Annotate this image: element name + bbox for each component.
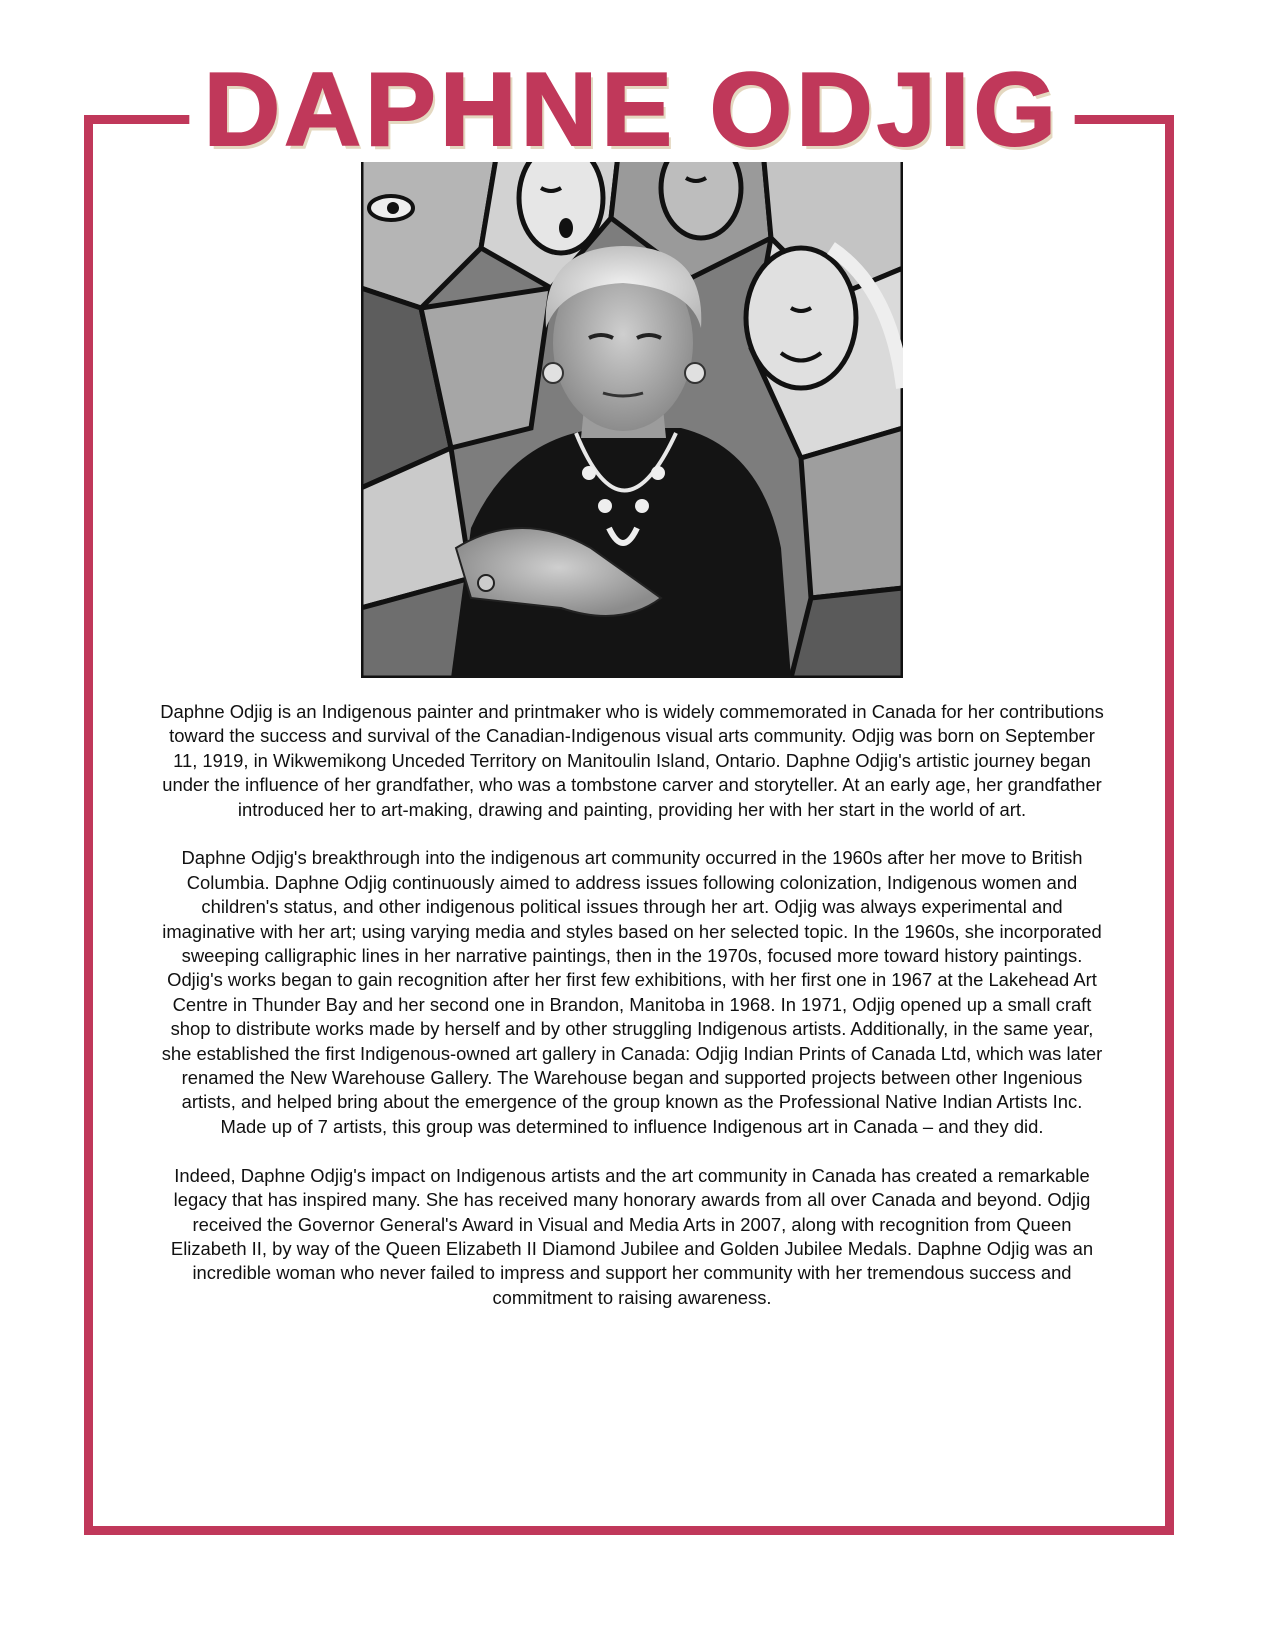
page-title: DAPHNE ODJIG xyxy=(189,58,1074,162)
paragraph-legacy: Indeed, Daphne Odjig's impact on Indigenous artists and the art community in Canada has created a remarkable legacy that has inspired many. She has received many honorary awards from all over Canada and beyond. Odjig received the Governor General's Award in Visual and Media Arts in 2007, along with recognition from Queen Elizabeth II, by way of the Queen Elizabeth II Diamond Jubilee and Golden Jubilee Medals. Daphne Odjig was an incredible woman who never failed to impress and support her community with her tremendous success and commitment to raising awareness. xyxy=(170,1164,1094,1308)
paragraph-career: Daphne Odjig's breakthrough into the indigenous art community occurred in the 1960s after her move to British Columbia. Daphne Odjig continuously aimed to address issues following colonization, Indigenous women and children's status, and other indigenous political issues through her art. Odjig was always experimental and imaginative with her art; using varying media and styles based on her selected topic. In the 1960s, she incorporated sweeping calligraphic lines in her narrative paintings, then in the 1970s, focused more toward history paintings. Odjig's works began to gain recognition after her first few exhibitions, with her first one in 1967 at the Lakehead Art Centre in Thunder Bay and her second one in Brandon, Manitoba in 1968. In 1971, Odjig opened up a small craft shop to distribute works made by herself and by other struggling Indigenous artists. Additionally, in the same year, she established the first Indigenous-owned art gallery in Canada: Odjig Indian Prints of Canada Ltd, which was later renamed the New Warehouse Gallery. The Warehouse began and supported projects between other Ingenious artists, and helped bring about the emergence of the group known as the Professional Native Indian Artists Inc. Made up of 7 artists, this group was determined to influence Indigenous art in Canada – and they did. xyxy=(161,847,1103,1137)
paragraph-early-life: Daphne Odjig is an Indigenous painter and printmaker who is widely commemorated in Canada for her contributions toward the success and survival of the Canadian-Indigenous visual arts community. Odjig was born on September 11, 1919, in Wikwemikong Unceded Territory on Manitoulin Island, Ontario. Daphne Odjig's artistic journey began under the influence of her grandfather, who was a tombstone carver and storyteller. At an early age, her grandfather introduced her to art-making, drawing and painting, providing her with her start in the world of art. xyxy=(160,701,1104,820)
portrait-illustration xyxy=(361,128,903,678)
portrait-photo xyxy=(361,128,903,678)
biography-text xyxy=(160,700,1104,1335)
title-container xyxy=(0,52,1264,168)
